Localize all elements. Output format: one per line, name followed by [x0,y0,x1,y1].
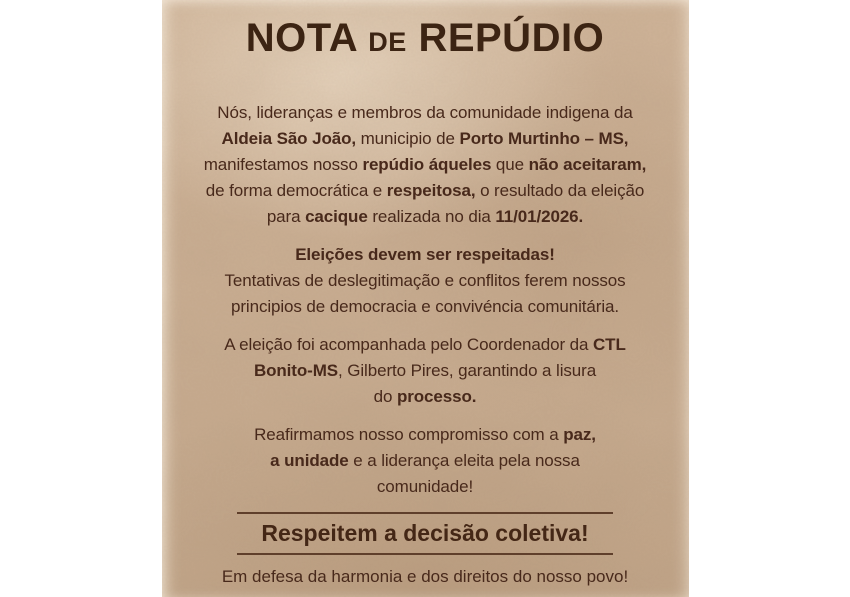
text-run: municipio de [356,129,460,148]
text-run-bold: 11/01/2026. [495,207,584,226]
text-run: do [373,387,397,406]
text-run: Reafirmamos nosso compromisso com a [254,425,564,444]
text-run-bold: respeitosa, [386,181,476,200]
text-run-bold: processo. [396,387,477,406]
text-run-bold: cacique [305,207,368,226]
text-run-bold: a unidade [270,451,349,470]
callout-banner [237,512,612,555]
title-word-nota: NOTA [245,16,357,60]
text-run: manifestamos nosso [203,155,363,174]
text-run: Nós, lideranças e membros da comunidade indigena da [217,103,633,122]
callout-text: Respeitem a decisão coletiva! [261,520,589,546]
text-run: A eleição foi acompanhada pelo Coordenador da [224,335,593,354]
text-run: e a liderança eleita pela nossa [348,451,580,470]
text-run-bold: Porto Murtinho – MS, [459,129,629,148]
text-run-bold: paz, [563,425,596,444]
text-run: de forma democrática e [205,181,387,200]
text-run-bold: CTL [592,335,626,354]
text-run-bold: Bonito-MS [253,361,339,380]
text-run-bold: não aceitaram, [528,155,647,174]
text-run: Tentativas de deslegitimação e conflitos ferem nossos [224,271,626,290]
document-content [162,0,689,597]
text-run: realizada no dia [367,207,496,226]
text-run-bold: Aldeia São João, [221,129,356,148]
footer-line: Em defesa da harmonia e dos direitos do nosso povo! [221,567,629,586]
paragraph [176,100,675,230]
text-run: , Gilberto Pires, garantindo a lisura [338,361,597,380]
page-title [176,18,675,58]
title-word-repudio: REPÚDIO [418,16,605,60]
text-run-bold: repúdio áqueles [362,155,492,174]
title-word-de: DE [368,27,407,57]
text-run: que [491,155,529,174]
parchment [162,0,689,597]
paragraph [176,242,675,320]
text-run: o resultado da eleição [475,181,645,200]
text-run: principios de democracia e convivéncia comunitária. [231,297,619,316]
text-run: para [266,207,306,226]
text-run: comunidade! [376,477,474,496]
body-paragraphs [176,100,675,500]
paragraph [176,332,675,410]
text-run-bold: Eleições devem ser respeitadas! [295,245,555,264]
paragraph [176,422,675,500]
